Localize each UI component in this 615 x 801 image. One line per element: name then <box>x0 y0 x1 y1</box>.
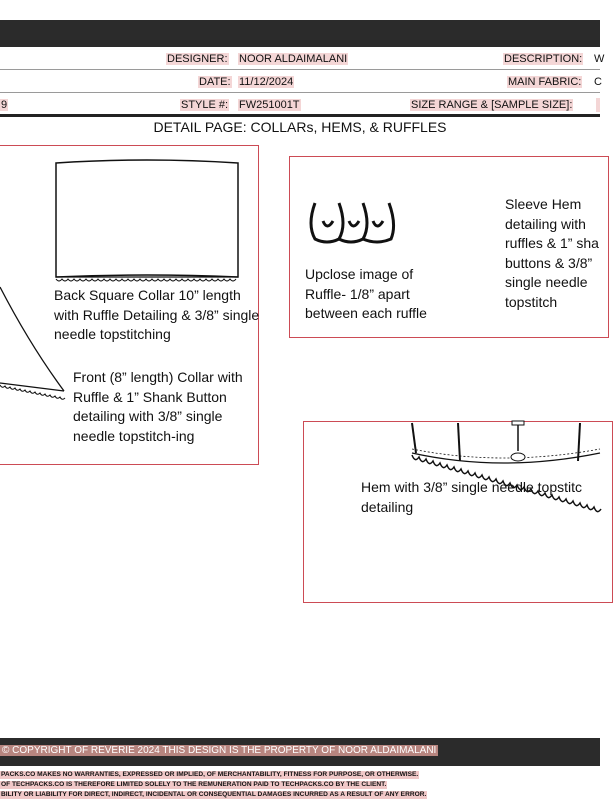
header-bar <box>0 20 600 47</box>
legal-line-3: BILITY OR LIABILITY FOR DIRECT, INDIRECT, INCIDENTAL OR CONSEQUENTIAL DAMAGES INCURRED AS A RESULT OF ANY ERROR. <box>1 791 427 798</box>
size-range-value <box>596 98 600 112</box>
date-label: DATE: <box>199 76 231 88</box>
main-fabric-label: MAIN FABRIC: <box>508 76 582 88</box>
header-divider <box>0 69 600 70</box>
ruffle-closeup-description: Upclose image of Ruffle- 1/8” apart between each ruffle <box>305 266 427 321</box>
description-value: W <box>594 53 605 65</box>
date-value: 11/12/2024 <box>239 76 294 88</box>
hem-sketch <box>404 421 600 477</box>
designer-value: NOOR ALDAIMALANI <box>239 53 348 65</box>
description-label: DESCRIPTION: <box>504 53 583 65</box>
style-label: STYLE #: <box>181 99 229 111</box>
size-range-label: SIZE RANGE & [SAMPLE SIZE]: <box>411 99 573 111</box>
row3-fragment: 9 <box>1 99 8 111</box>
header-divider <box>0 92 600 93</box>
designer-label: DESIGNER: <box>167 53 228 65</box>
front-collar-description: Front (8” length) Collar with Ruffle & 1” Shank Button detailing with 3/8” single needle topstitch-ing <box>73 369 243 444</box>
back-collar-description: Back Square Collar 10” length with Ruffle Detailing & 3/8” single needle topstitching <box>54 287 260 342</box>
legal-line-1: PACKS.CO MAKES NO WARRANTIES, EXPRESSED OR IMPLIED, OF MERCHANTABILITY, FITNESS FOR PURPOSE, OR OTHERWISE. <box>1 771 419 778</box>
main-fabric-value: C <box>594 76 602 88</box>
legal-line-2: OF TECHPACKS.CO IS THEREFORE LIMITED SOLELY TO THE REMUNERATION PAID TO TECHPACKS.CO BY THE CLIENT. <box>1 781 387 788</box>
page-title: DETAIL PAGE: COLLARs, HEMS, & RUFFLES <box>153 119 447 135</box>
header-bottom-rule <box>0 114 600 117</box>
ruffle-closeup-icon <box>305 195 400 250</box>
style-value: FW251001T <box>239 99 300 111</box>
hem-description: Hem with 3/8” single needle topstitc detailing <box>361 479 582 515</box>
copyright-text: © COPYRIGHT OF REVERIE 2024 THIS DESIGN IS THE PROPERTY OF NOOR ALDAIMALANI <box>2 745 437 756</box>
sleeve-hem-description: Sleeve Hem detailing with ruffles & 1” sha buttons & 3/8” single needle topstitch <box>505 196 599 310</box>
